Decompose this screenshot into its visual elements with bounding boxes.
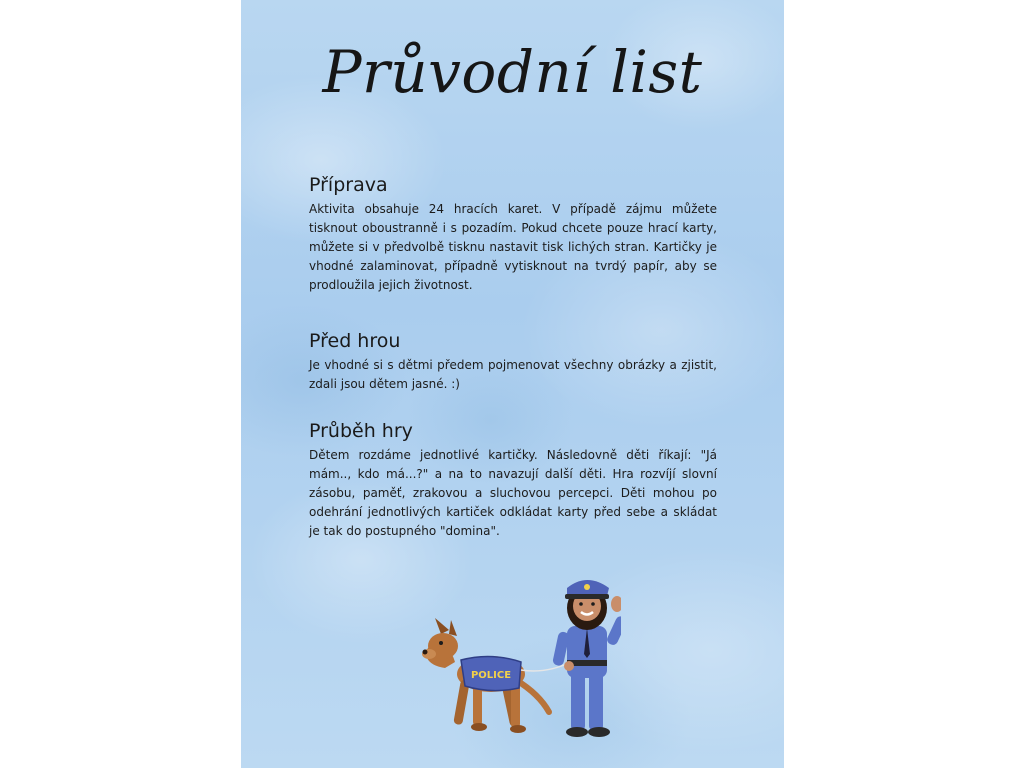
section-text: Aktivita obsahuje 24 hracích karet. V případě zájmu můžete tisknout oboustranně i s pozadím. Pokud chcete pouze hrací karty, můžete si v předvolbě tisknu nastavit tisk lichých stran. Kartičky je vhodné zalaminovat, případně vytisknout na tvrdý papír, aby se prodloužila jejich životnost.: [309, 202, 717, 292]
police-officer: [552, 580, 621, 737]
section-pred-hrou: [309, 330, 717, 394]
section-heading: Před hrou: [309, 330, 401, 352]
section-text: Dětem rozdáme jednotlivé kartičky. Následovně děti říkají: "Já mám.., kdo má...?" a na to navazují další děti. Hra rozvíjí slovní zásobu, paměť, zrakovou a sluchovou percepci. Děti mohou po odehrání jednotlivých kartiček odkládat karty před sebe a skládat je tak do postupného "domina".: [309, 448, 717, 538]
police-dog: [422, 618, 571, 733]
page-title: Průvodní list: [322, 38, 703, 106]
section-priprava: [309, 174, 717, 295]
section-text: Je vhodné si s dětmi předem pojmenovat všechny obrázky a zjistit, zdali jsou dětem jasné. :): [309, 358, 717, 391]
section-heading: Průběh hry: [309, 420, 413, 442]
document-page: [241, 0, 784, 768]
section-prubeh-hry: [309, 420, 717, 541]
section-heading: Příprava: [309, 174, 388, 196]
vest-label: POLICE: [470, 670, 512, 681]
police-officer-with-dog-illustration: [421, 562, 621, 742]
